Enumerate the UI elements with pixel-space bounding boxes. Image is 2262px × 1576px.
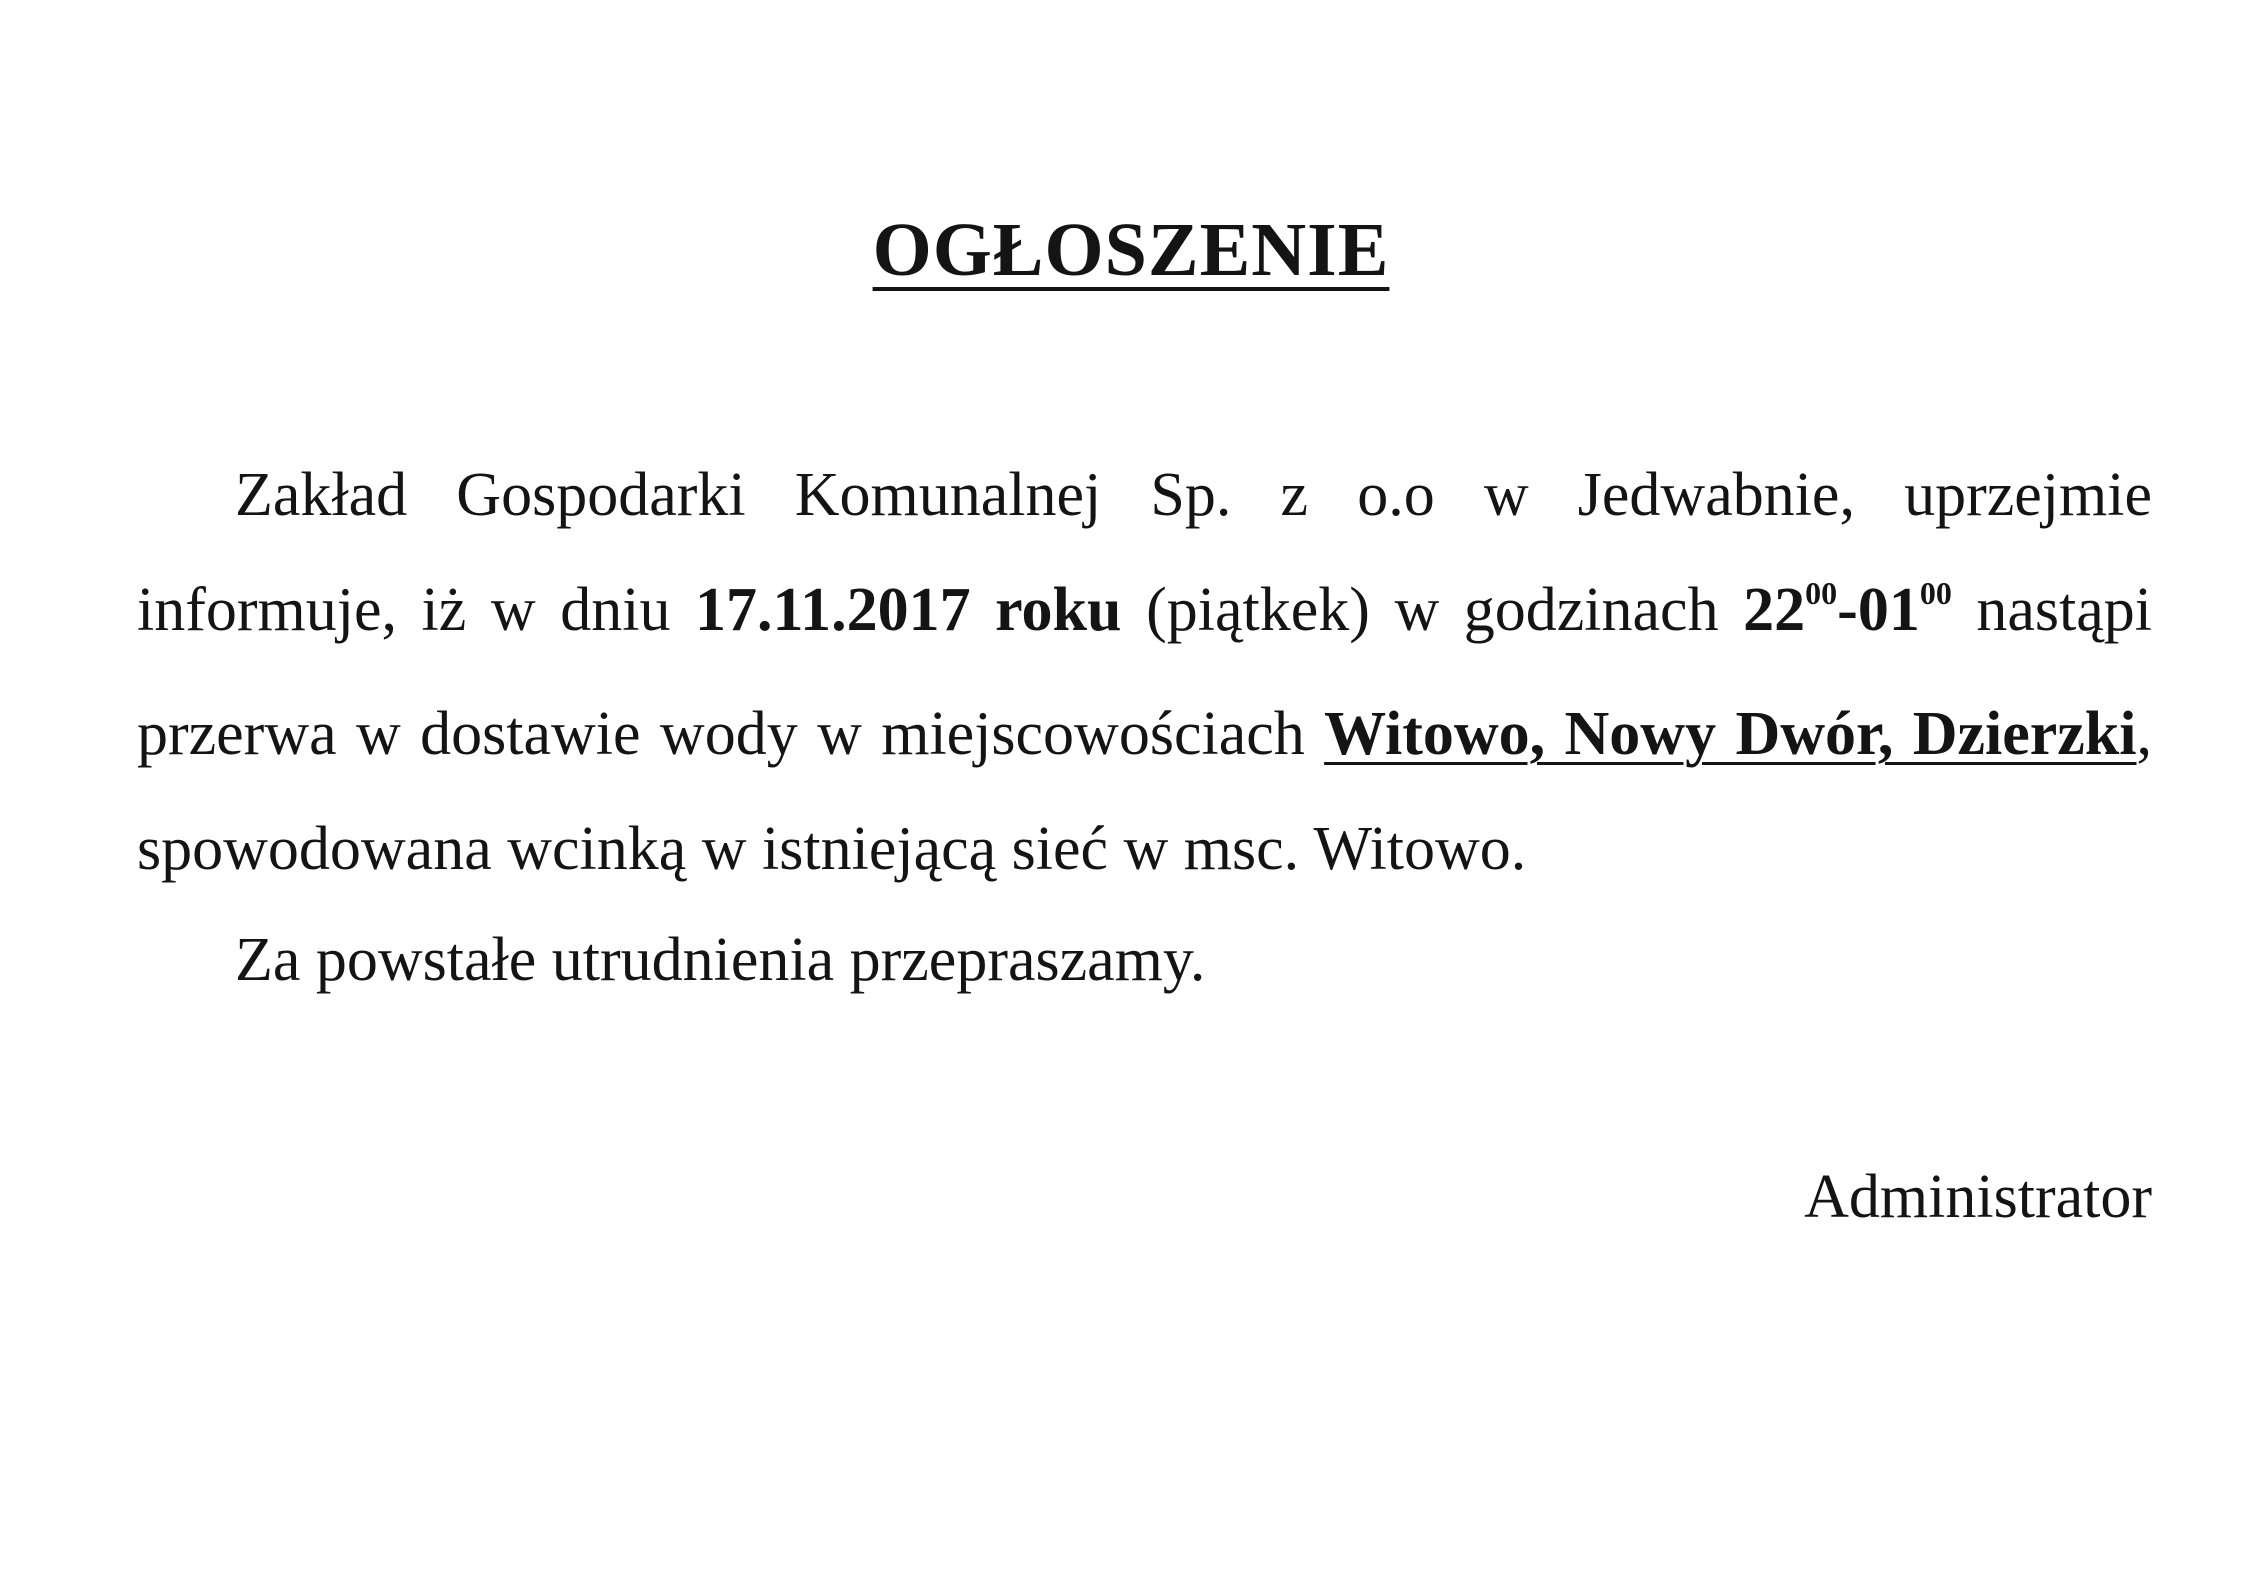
announcement-paragraph: [137, 438, 2152, 907]
outage-date: 17.11.2017 roku: [695, 576, 1122, 644]
hour-end: 01: [1857, 576, 1920, 644]
paragraph-text-outage: nastąpi przerwa w dostawie wody w miejscowościach: [137, 576, 2152, 768]
paragraph-text-reason: , spowodowana wcinką w istniejącą sieć w msc. Witowo.: [137, 700, 2152, 883]
hour-start: 22: [1743, 576, 1806, 644]
hour-separator: -: [1837, 576, 1858, 644]
signature: Administrator: [1804, 1163, 2152, 1231]
hour-start-minutes: 00: [1805, 575, 1838, 611]
paragraph-text-hours-intro: (piątkek) w godzinach: [1121, 576, 1744, 644]
outage-hours: [1743, 576, 1952, 644]
affected-places: Witowo, Nowy Dwór, Dzierzki: [1324, 700, 2137, 768]
paragraph-text-intro: Zakład Gospodarki Komunalnej Sp. z o.o w Jedwabnie, uprzejmie informuje, iż w dniu: [137, 461, 2152, 644]
apology-paragraph: Za powstałe utrudnienia przepraszamy.: [235, 926, 1206, 994]
document-title: OGŁOSZENIE: [872, 208, 1390, 292]
hour-end-minutes: 00: [1919, 575, 1952, 611]
